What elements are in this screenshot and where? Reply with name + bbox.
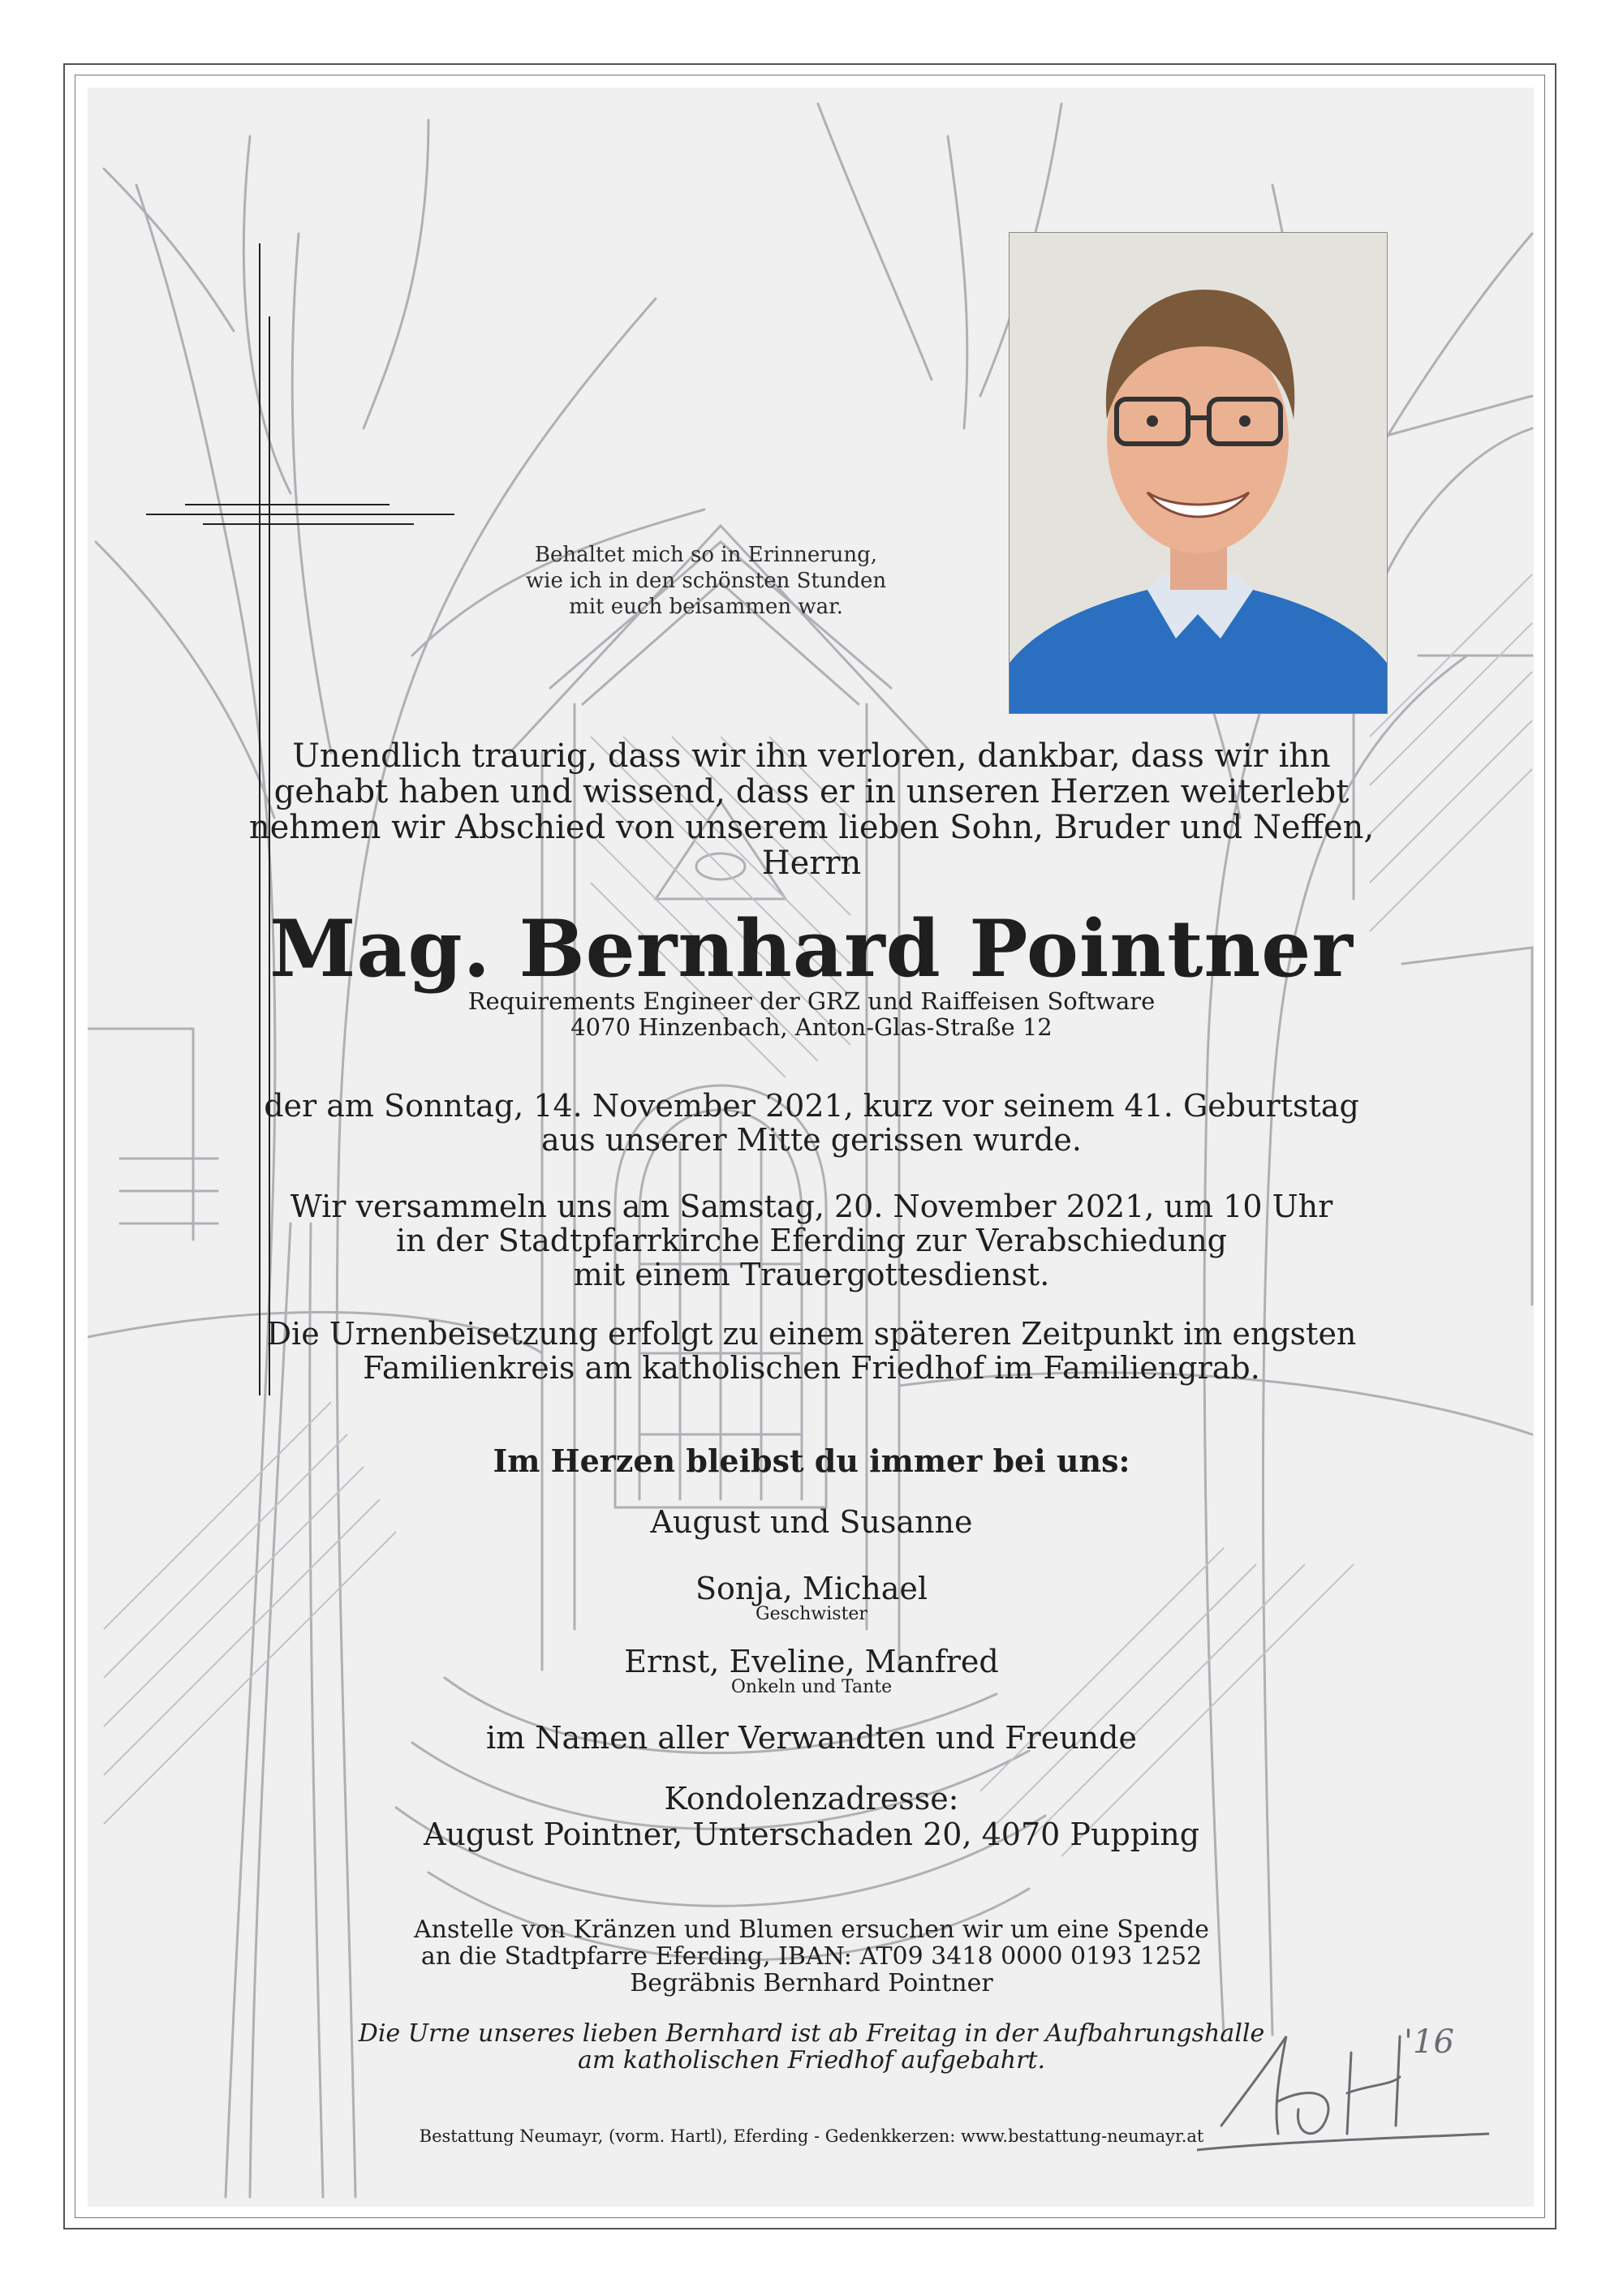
death-notice [0,1089,1623,1157]
burial-notice [0,1317,1623,1385]
donation-line: an die Stadtpfarre Eferding, IBAN: AT09 3418 0000 0193 1252 [420,1942,1203,1971]
deceased-details [0,988,1623,1040]
mourner-siblings: Sonja, Michael [695,1571,928,1606]
service-line: in der Stadtpfarrkirche Eferding zur Verabschiedung [396,1223,1227,1258]
mourners-heading: Im Herzen bleibst du immer bei uns: [493,1443,1130,1479]
artist-signature-year: '16 [1404,2023,1454,2061]
condolence-label: Kondolenzadresse: [664,1781,959,1817]
portrait-photo [1009,232,1388,714]
occupation: Requirements Engineer der GRZ und Raiffeisen Software [467,987,1156,1015]
deceased-name: Mag. Bernhard Pointner [269,903,1354,995]
donation-notice [0,1916,1623,1997]
donation-line: Anstelle von Kränzen und Blumen ersuchen wir um eine Spende [413,1915,1210,1944]
intro-line: Unendlich traurig, dass wir ihn verloren, dankbar, dass wir ihn [292,737,1331,775]
service-notice [0,1189,1623,1292]
motto [463,542,949,620]
mourner-parents: August und Susanne [650,1504,973,1540]
motto-line: mit euch beisammen war. [569,595,843,619]
service-line: Wir versammeln uns am Samstag, 20. November 2021, um 10 Uhr [290,1189,1333,1224]
condolence-address: August Pointner, Unterschaden 20, 4070 Pupping [423,1817,1200,1852]
footer: Bestattung Neumayr, (vorm. Hartl), Eferding - Gedenkkerzen: www.bestattung-neumayr.at [419,2126,1204,2146]
death-line: aus unserer Mitte gerissen wurde. [541,1122,1082,1158]
intro-line: gehabt haben und wissend, dass er in unseren Herzen weiterlebt [273,773,1350,810]
intro-text [0,738,1623,881]
mourner-relatives-role: Onkeln und Tante [730,1677,893,1697]
mourner-relatives: Ernst, Eveline, Manfred [624,1644,999,1679]
portrait-illustration [1010,233,1387,713]
motto-line: wie ich in den schönsten Stunden [525,569,887,593]
burial-line: Familienkreis am katholischen Friedhof im Familiengrab. [363,1350,1260,1386]
mourner-others: im Namen aller Verwandten und Freunde [486,1720,1137,1756]
service-line: mit einem Trauergottesdienst. [573,1257,1050,1292]
urn-line: Die Urne unseres lieben Bernhard ist ab Freitag in der Aufbahrungshalle [358,2019,1265,2048]
death-line: der am Sonntag, 14. November 2021, kurz vor seinem 41. Geburtstag [264,1088,1359,1124]
intro-line: nehmen wir Abschied von unserem lieben Sohn, Bruder und Neffen, [248,809,1375,846]
burial-line: Die Urnenbeisetzung erfolgt zu einem späteren Zeitpunkt im engsten [266,1316,1357,1352]
mourner-siblings-role: Geschwister [756,1604,867,1624]
urn-line: am katholischen Friedhof aufgebahrt. [577,2046,1046,2075]
motto-line: Behaltet mich so in Erinnerung, [534,543,878,567]
address: 4070 Hinzenbach, Anton-Glas-Straße 12 [570,1013,1053,1041]
intro-line: Herrn [761,845,862,882]
donation-line: Begräbnis Bernhard Pointner [630,1969,993,1997]
